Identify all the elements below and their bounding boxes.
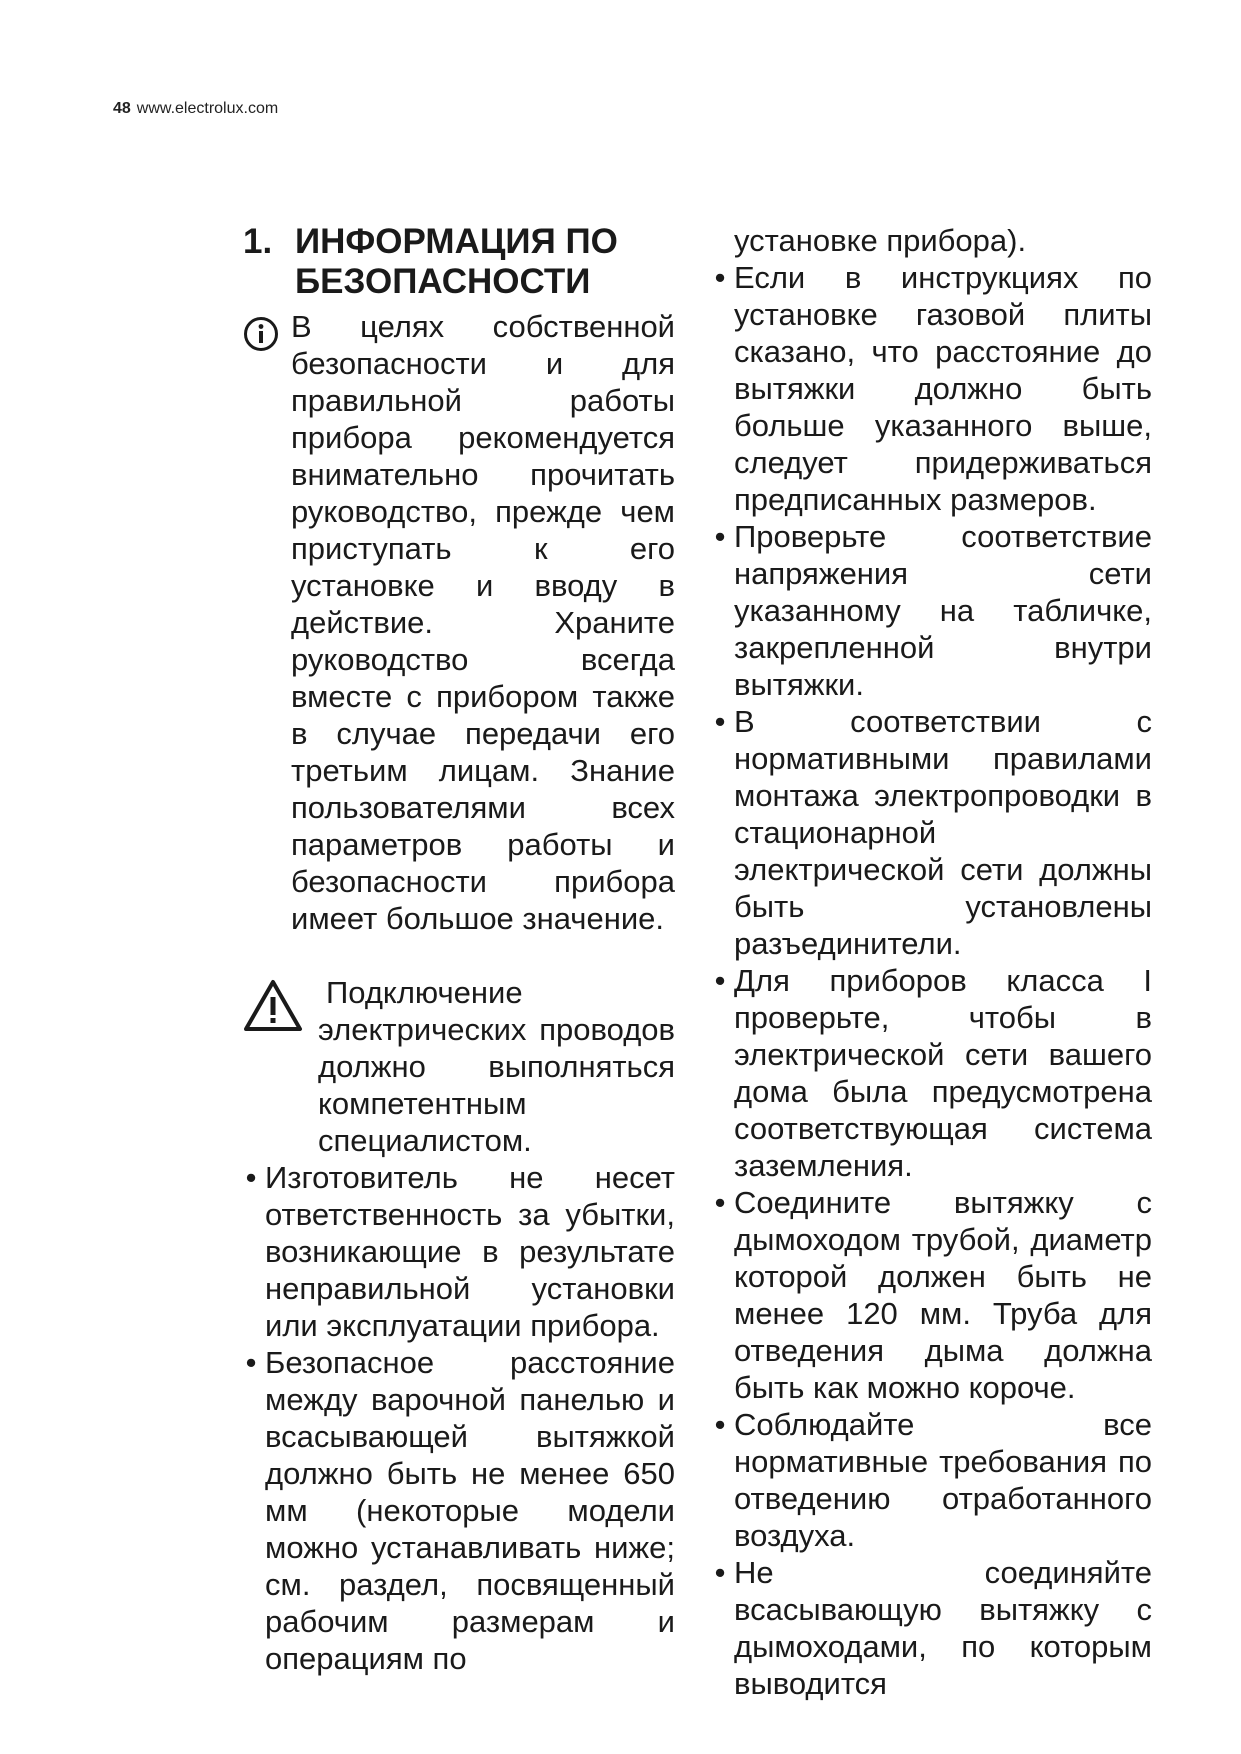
list-item	[712, 259, 1152, 518]
section-number: 1.	[243, 222, 273, 261]
list-item	[243, 1159, 675, 1344]
list-item-text: В соответствии с нормативными правилами монтажа электропроводки в стационарной электрической сети должны быть установлены разъединители.	[734, 704, 1152, 961]
list-item-text: Если в инструкциях по установке газовой плиты сказано, что расстояние до вытяжки должно быть больше указанного выше, следует придерживаться предписанных размеров.	[734, 260, 1152, 517]
list-item-text: Не соединяйте всасывающую вытяжку с дымоходами, по которым выводится	[734, 1555, 1152, 1701]
bullet-glyph: •	[245, 1345, 257, 1380]
list-item	[712, 703, 1152, 962]
bullet-glyph: •	[714, 519, 726, 554]
list-item-text: Изготовитель не несет ответственность за убытки, возникающие в результате неправильной установки или эксплуатации прибора.	[265, 1160, 675, 1343]
list-item-text: Соедините вытяжку с дымоходом трубой, диаметр которой должен быть не менее 120 мм. Труба для отведения дыма должна быть как можно короче.	[734, 1185, 1152, 1405]
list-item	[712, 1554, 1152, 1702]
list-item-text: Проверьте соответствие напряжения сети указанному на табличке, закрепленной внутри вытяжки.	[734, 519, 1152, 702]
warning-note-text: Подключение электрических проводов должно выполняться компетентным специалистом.	[318, 975, 675, 1158]
continued-text: установке прибора).	[734, 223, 1027, 258]
right-column	[712, 222, 1152, 1702]
list-item	[712, 1184, 1152, 1406]
bullet-glyph: •	[714, 963, 726, 998]
site-url: www.electrolux.com	[136, 100, 279, 117]
list-item	[712, 518, 1152, 703]
right-bullet-list	[712, 259, 1152, 1702]
warning-note	[243, 974, 675, 1159]
list-item-text: Безопасное расстояние между варочной панелью и всасывающей вытяжкой должно быть не менее 650 мм (некоторые модели можно устанавливать ниже; см. раздел, посвященный рабочим размерам и операциям по	[265, 1345, 675, 1676]
list-item	[712, 1406, 1152, 1554]
bullet-glyph: •	[245, 1160, 257, 1195]
list-item	[712, 962, 1152, 1184]
left-column	[243, 222, 675, 1677]
section-heading	[243, 222, 675, 302]
list-item-text: Соблюдайте все нормативные требования по отведению отработанного воздуха.	[734, 1407, 1152, 1553]
bullet-glyph: •	[714, 1407, 726, 1442]
page-header	[113, 100, 278, 118]
info-note	[243, 308, 675, 937]
page-number: 48	[113, 100, 131, 117]
bullet-glyph: •	[714, 1555, 726, 1590]
section-title-line-1: ИНФОРМАЦИЯ ПО	[295, 222, 618, 261]
section-title-line-2: БЕЗОПАСНОСТИ	[295, 262, 591, 301]
info-icon	[243, 316, 279, 352]
list-item	[243, 1344, 675, 1677]
info-note-text: В целях собственной безопасности и для правильной работы прибора рекомендуется внимательно прочитать руководство, прежде чем приступать к его установке и вводу в действие. Храните руководство всегда вместе с прибором также в случае передачи его третьим лицам. Знание пользователями всех параметров работы и безопасности прибора имеет большое значение.	[291, 309, 675, 936]
left-bullet-list	[243, 1159, 675, 1677]
bullet-glyph: •	[714, 704, 726, 739]
bullet-glyph: •	[714, 260, 726, 295]
list-item-text: Для приборов класса I проверьте, чтобы в электрической сети вашего дома была предусмотрена соответствующая система заземления.	[734, 963, 1152, 1183]
bullet-glyph: •	[714, 1185, 726, 1220]
warning-triangle-icon	[243, 978, 303, 1032]
